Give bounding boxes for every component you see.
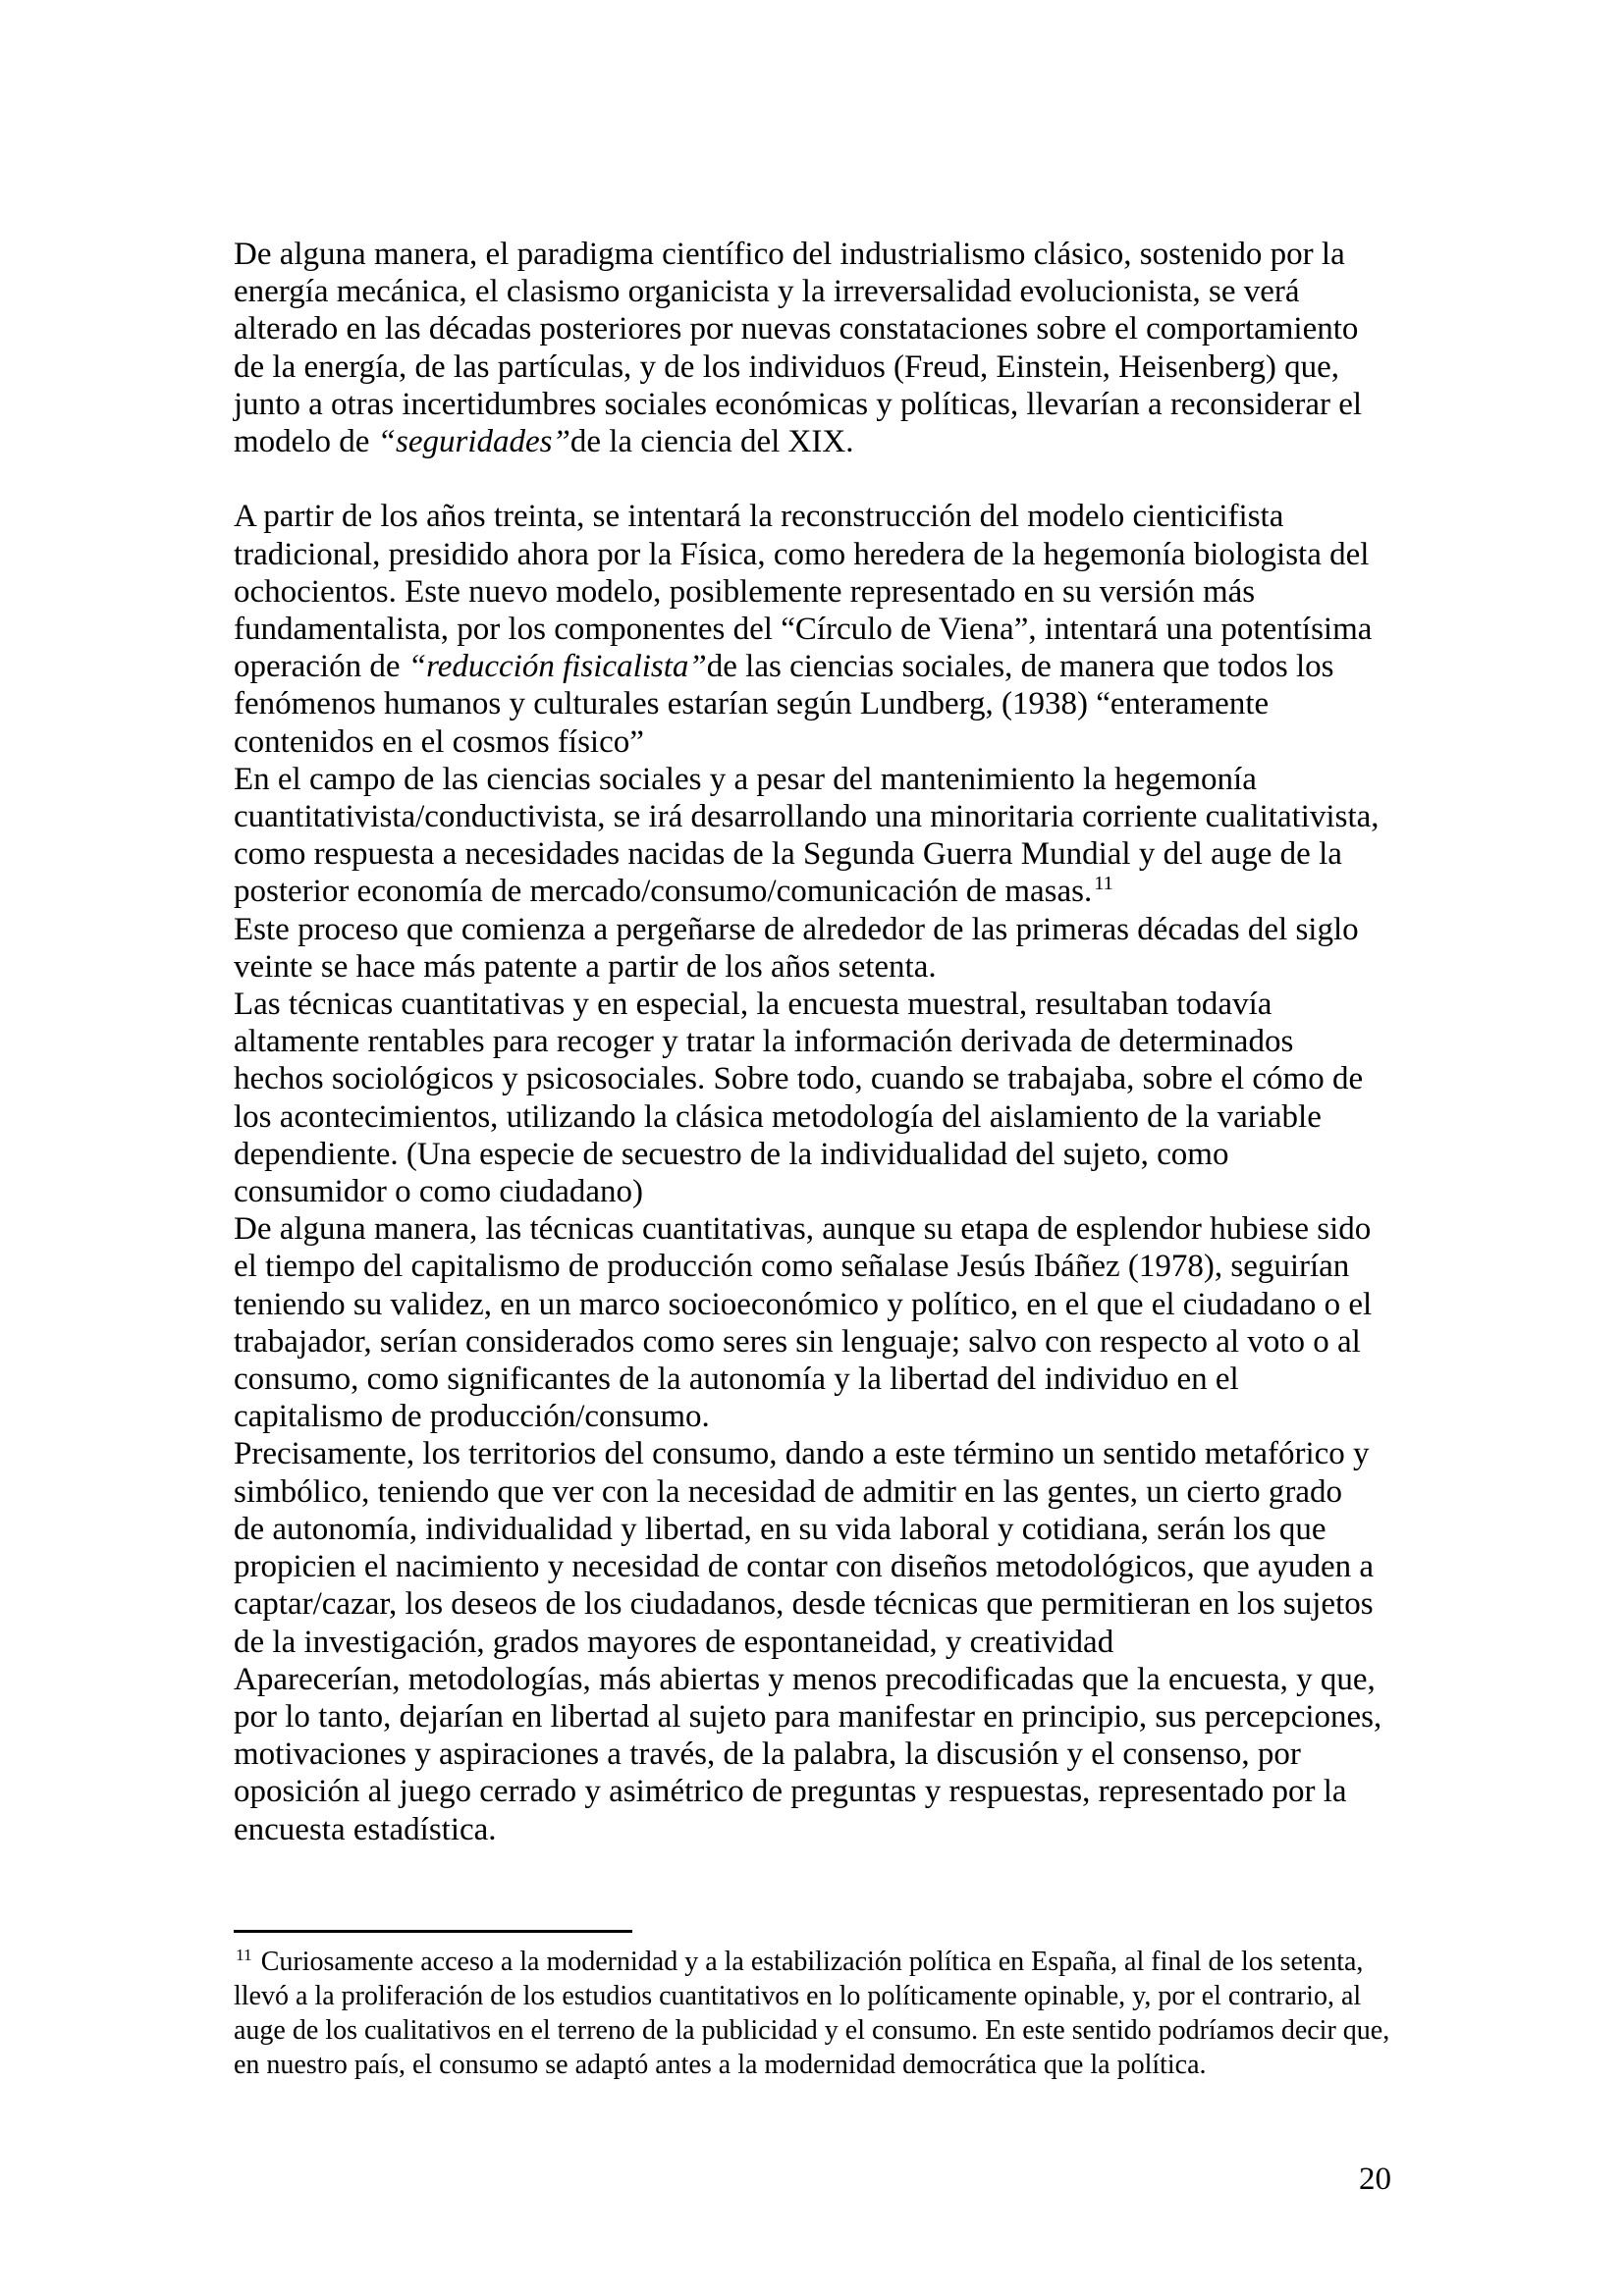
footnote-line <box>234 1979 1441 2013</box>
text-line <box>234 1585 1407 1623</box>
text-run: llevó a la proliferación de los estudios cuantitativos en lo políticamente opinable, y, por el contrario, al <box>234 1981 1362 2011</box>
text-run: hechos sociológicos y psicosociales. Sobre todo, cuando se trabajaba, sobre el cómo de <box>234 1061 1364 1097</box>
text-run: teniendo su validez, en un marco socioeconómico y político, en el que el ciudadano o el <box>234 1286 1373 1322</box>
text-line <box>234 498 1407 535</box>
text-line <box>234 1735 1407 1773</box>
text-line <box>234 310 1407 347</box>
text-line <box>234 648 1407 685</box>
paragraph-spacer <box>234 460 1407 498</box>
footnote-line <box>234 2013 1441 2048</box>
text-run: “reducción fisicalista” <box>407 649 707 685</box>
text-run: junto a otras incertidumbres sociales económicas y políticas, llevarían a reconsiderar el <box>234 386 1363 422</box>
text-run: A partir de los años treinta, se intentará la reconstrucción del modelo cienticifista <box>234 499 1284 535</box>
text-line <box>234 1773 1407 1810</box>
text-line <box>234 1398 1407 1435</box>
text-run: los acontecimientos, utilizando la clásica metodología del aislamiento de la variable <box>234 1098 1322 1135</box>
text-run: de la investigación, grados mayores de espontaneidad, y creatividad <box>234 1624 1114 1660</box>
footnote-section <box>234 1930 1441 2082</box>
text-run: cuantitativista/conductivista, se irá desarrollando una minoritaria corriente cualitativista, <box>234 799 1380 835</box>
footnote-reference-superscript: 11 <box>1094 873 1113 895</box>
text-run: en nuestro país, el consumo se adaptó antes a la modernidad democrática que la política. <box>234 2050 1207 2080</box>
text-line <box>234 1548 1407 1585</box>
paragraph <box>234 911 1407 986</box>
text-run: consumidor o como ciudadano) <box>234 1174 643 1210</box>
text-run: fenómenos humanos y culturales estarían según Lundberg, (1938) “enteramente <box>234 686 1270 722</box>
text-line <box>234 1098 1407 1136</box>
text-line <box>234 1060 1407 1097</box>
text-line <box>234 685 1407 722</box>
text-line <box>234 1698 1407 1735</box>
text-run: De alguna manera, las técnicas cuantitativas, aunque su etapa de esplendor hubiese sido <box>234 1211 1372 1248</box>
text-run: alterado en las décadas posteriores por nuevas constataciones sobre el comportamiento <box>234 311 1359 347</box>
text-run: auge de los cualitativos en el terreno de la publicidad y el consumo. En este sentido podríamos decir que, <box>234 2015 1390 2046</box>
text-run: de las ciencias sociales, de manera que todos los <box>706 649 1334 685</box>
text-line <box>234 798 1407 835</box>
text-run: motivaciones y aspiraciones a través, de la palabra, la discusión y el consenso, por <box>234 1736 1301 1773</box>
footnote-reference-superscript: 11 <box>236 1945 252 1964</box>
paragraph <box>234 761 1407 911</box>
text-line <box>234 986 1407 1023</box>
text-run: propicien el nacimiento y necesidad de contar con diseños metodológicos, que ayuden a <box>234 1549 1375 1585</box>
text-line <box>234 1811 1407 1848</box>
text-line <box>234 611 1407 648</box>
text-run: Aparecerían, metodologías, más abiertas y menos precodificadas que la encuesta, y que, <box>234 1661 1376 1697</box>
text-run: el tiempo del capitalismo de producción como señalase Jesús Ibáñez (1978), seguirían <box>234 1249 1350 1285</box>
text-run: capitalismo de producción/consumo. <box>234 1399 710 1435</box>
text-run: por lo tanto, dejarían en libertad al sujeto para manifestar en principio, sus percepciones, <box>234 1698 1382 1735</box>
text-line <box>234 348 1407 386</box>
text-line <box>234 1361 1407 1398</box>
paragraph <box>234 1210 1407 1435</box>
text-run: posterior economía de mercado/consumo/comunicación de masas. <box>234 874 1093 910</box>
text-run: ochocientos. Este nuevo modelo, posiblemente representado en su versión más <box>234 573 1256 610</box>
text-run: “seguridades” <box>377 424 570 460</box>
paragraph <box>234 236 1407 460</box>
text-run: Este proceso que comienza a pergeñarse de alrededor de las primeras décadas del siglo <box>234 911 1359 947</box>
text-line <box>234 273 1407 310</box>
text-line <box>234 536 1407 573</box>
text-line <box>234 1248 1407 1285</box>
text-line <box>234 236 1407 273</box>
page-number: 20 <box>1359 2162 1391 2197</box>
text-run: altamente rentables para recoger y tratar la información derivada de determinados <box>234 1024 1294 1060</box>
paragraph <box>234 986 1407 1210</box>
text-run: En el campo de las ciencias sociales y a pesar del mantenimiento la hegemonía <box>234 761 1257 797</box>
paragraph <box>234 1435 1407 1660</box>
text-run: oposición al juego cerrado y asimétrico de preguntas y respuestas, representado por la <box>234 1774 1347 1810</box>
text-run: tradicional, presidido ahora por la Física, como heredera de la hegemonía biologista del <box>234 536 1370 572</box>
text-line <box>234 386 1407 423</box>
text-line <box>234 1286 1407 1323</box>
text-line <box>234 423 1407 460</box>
text-run: Precisamente, los territorios del consumo, dando a este término un sentido metafórico y <box>234 1436 1370 1472</box>
text-run: como respuesta a necesidades nacidas de la Segunda Guerra Mundial y del auge de la <box>234 836 1342 873</box>
text-run: de autonomía, individualidad y libertad, en su vida laboral y cotidiana, serán los que <box>234 1511 1326 1547</box>
text-line <box>234 1435 1407 1472</box>
text-run: contenidos en el cosmos físico” <box>234 723 644 760</box>
text-run: operación de <box>234 649 408 685</box>
footnote-separator-rule <box>234 1930 632 1933</box>
text-line <box>234 1624 1407 1661</box>
text-line <box>234 911 1407 948</box>
text-run: captar/cazar, los deseos de los ciudadanos, desde técnicas que permitieran en los sujetos <box>234 1586 1374 1623</box>
text-run: dependiente. (Una especie de secuestro de la individualidad del sujeto, como <box>234 1136 1229 1172</box>
text-line <box>234 1173 1407 1210</box>
text-line <box>234 1323 1407 1361</box>
text-run: Curiosamente acceso a la modernidad y a la estabilización política en España, al final de los setenta, <box>253 1947 1364 1977</box>
text-line <box>234 1661 1407 1698</box>
text-run: consumo, como significantes de la autonomía y la libertad del individuo en el <box>234 1362 1239 1398</box>
text-run: Las técnicas cuantitativas y en especial, la encuesta muestral, resultaban todavía <box>234 987 1272 1023</box>
text-line <box>234 1023 1407 1060</box>
text-run: veinte se hace más patente a partir de los años setenta. <box>234 948 937 985</box>
footnote-line <box>234 2048 1441 2082</box>
text-line <box>234 948 1407 986</box>
text-line <box>234 873 1407 910</box>
text-run: fundamentalista, por los componentes del “Círculo de Viena”, intentará una potentísima <box>234 612 1373 648</box>
text-line <box>234 723 1407 761</box>
paragraph <box>234 498 1407 760</box>
text-line <box>234 1473 1407 1511</box>
text-run: energía mecánica, el clasismo organicista y la irreversalidad evolucionista, se verá <box>234 274 1300 310</box>
text-line <box>234 1136 1407 1173</box>
text-line <box>234 1210 1407 1248</box>
footnote-text <box>234 1945 1441 2082</box>
text-line <box>234 761 1407 798</box>
footnote-line <box>234 1945 1441 1979</box>
text-run: modelo de <box>234 424 378 460</box>
text-run: De alguna manera, el paradigma científico del industrialismo clásico, sostenido por la <box>234 237 1345 272</box>
text-line <box>234 1511 1407 1548</box>
text-run: de la energía, de las partículas, y de los individuos (Freud, Einstein, Heisenberg) que, <box>234 348 1339 385</box>
text-run: trabajador, serían considerados como seres sin lenguaje; salvo con respecto al voto o al <box>234 1323 1361 1360</box>
body-text <box>234 236 1407 1848</box>
text-run: encuesta estadística. <box>234 1811 497 1847</box>
text-line <box>234 835 1407 873</box>
text-run: de la ciencia del XIX. <box>569 424 854 460</box>
paragraph <box>234 1661 1407 1848</box>
text-line <box>234 573 1407 611</box>
text-run: simbólico, teniendo que ver con la necesidad de admitir en las gentes, un cierto grado <box>234 1473 1342 1510</box>
